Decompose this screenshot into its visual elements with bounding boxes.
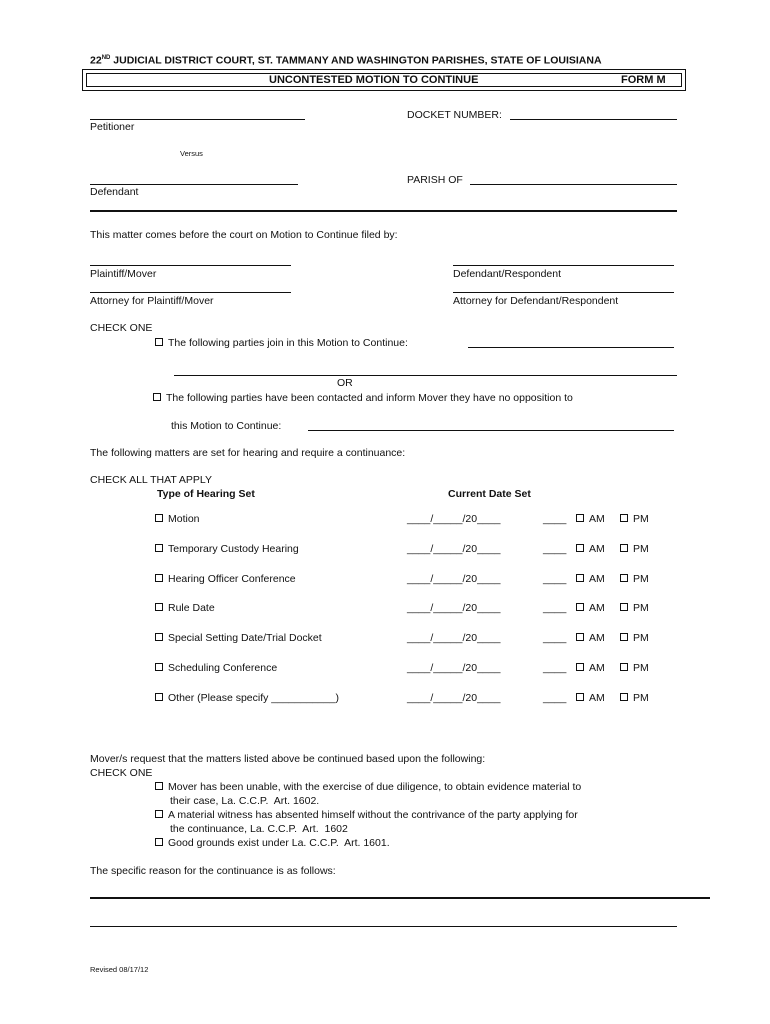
reason-2-cont: the continuance, La. C.C.P. Art. 1602 — [170, 823, 348, 835]
specific-reason-label: The specific reason for the continuance is as follows: — [90, 865, 336, 877]
hearing-date-field[interactable]: ____/_____/20____ — [407, 692, 501, 704]
am-checkbox[interactable] — [576, 693, 584, 701]
reason-2[interactable]: A material witness has absented himself without the contrivance of the party applying for — [155, 810, 578, 821]
no-opposition-cont: this Motion to Continue: — [171, 420, 282, 432]
atty-plaintiff-line[interactable] — [90, 292, 291, 293]
hearing-row-checkbox[interactable] — [155, 663, 163, 671]
pm-checkbox[interactable] — [620, 693, 628, 701]
hearing-row-2[interactable]: Hearing Officer Conference — [155, 574, 296, 585]
pm-checkbox[interactable] — [620, 514, 628, 522]
no-opposition-checkbox[interactable] — [153, 393, 161, 401]
hearing-time-field[interactable]: ____ — [543, 602, 567, 614]
hearing-row-checkbox[interactable] — [155, 574, 163, 582]
no-opposition-option[interactable]: The following parties have been contacted and inform Mover they have no opposition to — [153, 393, 573, 404]
hearing-row-checkbox[interactable] — [155, 633, 163, 641]
hearing-date-field[interactable]: ____/_____/20____ — [407, 573, 501, 585]
hearing-date-field[interactable]: ____/_____/20____ — [407, 662, 501, 674]
pm-checkbox[interactable] — [620, 544, 628, 552]
specific-reason-line-1[interactable] — [90, 897, 710, 899]
hearing-row-checkbox[interactable] — [155, 693, 163, 701]
check-one-label: CHECK ONE — [90, 322, 153, 334]
hearing-row-3[interactable]: Rule Date — [155, 603, 215, 614]
hearing-row-5[interactable]: Scheduling Conference — [155, 663, 277, 674]
hearing-date-field[interactable]: ____/_____/20____ — [407, 602, 501, 614]
am-checkbox[interactable] — [576, 633, 584, 641]
pm-option[interactable]: PM — [620, 693, 649, 704]
reason-2-checkbox[interactable] — [155, 810, 163, 818]
intro-text: This matter comes before the court on Motion to Continue filed by: — [90, 229, 398, 241]
hearing-row-checkbox[interactable] — [155, 514, 163, 522]
hearing-row-6[interactable]: Other (Please specify ___________) — [155, 693, 339, 704]
parish-label: PARISH OF — [407, 174, 463, 186]
join-parties-line[interactable] — [468, 347, 674, 348]
atty-plaintiff-label: Attorney for Plaintiff/Mover — [90, 295, 214, 307]
defendant-respondent-line[interactable] — [453, 265, 674, 266]
docket-label: DOCKET NUMBER: — [407, 109, 502, 121]
col-date-header: Current Date Set — [448, 488, 531, 500]
am-option[interactable]: AM — [576, 633, 605, 644]
hearing-time-field[interactable]: ____ — [543, 513, 567, 525]
am-checkbox[interactable] — [576, 663, 584, 671]
hearing-row-1[interactable]: Temporary Custody Hearing — [155, 544, 299, 555]
reason-1-cont: their case, La. C.C.P. Art. 1602. — [170, 795, 320, 807]
pm-option[interactable]: PM — [620, 574, 649, 585]
am-option[interactable]: AM — [576, 603, 605, 614]
pm-option[interactable]: PM — [620, 603, 649, 614]
col-type-header: Type of Hearing Set — [157, 488, 255, 500]
form-title: UNCONTESTED MOTION TO CONTINUE — [269, 74, 479, 86]
petitioner-label: Petitioner — [90, 121, 135, 133]
hearing-date-field[interactable]: ____/_____/20____ — [407, 513, 501, 525]
pm-option[interactable]: PM — [620, 633, 649, 644]
pm-option[interactable]: PM — [620, 514, 649, 525]
pm-option[interactable]: PM — [620, 544, 649, 555]
atty-defendant-label: Attorney for Defendant/Respondent — [453, 295, 619, 307]
matters-intro: The following matters are set for hearing and require a continuance: — [90, 447, 406, 459]
join-option[interactable]: The following parties join in this Motion to Continue: — [155, 338, 408, 349]
check-all-label: CHECK ALL THAT APPLY — [90, 474, 212, 486]
docket-number-line[interactable] — [510, 119, 677, 120]
pm-checkbox[interactable] — [620, 663, 628, 671]
hearing-row-4[interactable]: Special Setting Date/Trial Docket — [155, 633, 322, 644]
revised-date: Revised 08/17/12 — [90, 965, 149, 974]
specific-reason-line-2[interactable] — [90, 926, 677, 927]
versus-label: Versus — [180, 149, 203, 158]
am-option[interactable]: AM — [576, 574, 605, 585]
reasons-check-one: CHECK ONE — [90, 767, 153, 779]
defendant-label: Defendant — [90, 186, 139, 198]
parish-line[interactable] — [470, 184, 677, 185]
defendant-respondent-label: Defendant/Respondent — [453, 268, 561, 280]
caption-divider — [90, 210, 677, 212]
hearing-time-field[interactable]: ____ — [543, 662, 567, 674]
join-checkbox[interactable] — [155, 338, 163, 346]
plaintiff-label: Plaintiff/Mover — [90, 268, 157, 280]
no-opposition-line[interactable] — [308, 430, 674, 431]
hearing-time-field[interactable]: ____ — [543, 543, 567, 555]
am-option[interactable]: AM — [576, 514, 605, 525]
am-option[interactable]: AM — [576, 663, 605, 674]
am-checkbox[interactable] — [576, 544, 584, 552]
hearing-date-field[interactable]: ____/_____/20____ — [407, 632, 501, 644]
reason-3[interactable]: Good grounds exist under La. C.C.P. Art. 1601. — [155, 838, 390, 849]
hearing-time-field[interactable]: ____ — [543, 573, 567, 585]
hearing-time-field[interactable]: ____ — [543, 632, 567, 644]
pm-checkbox[interactable] — [620, 633, 628, 641]
court-heading: 22ND JUDICIAL DISTRICT COURT, ST. TAMMANY AND WASHINGTON PARISHES, STATE OF LOUISIANA — [90, 54, 602, 67]
reasons-intro: Mover/s request that the matters listed above be continued based upon the following: — [90, 753, 486, 765]
hearing-time-field[interactable]: ____ — [543, 692, 567, 704]
am-option[interactable]: AM — [576, 693, 605, 704]
hearing-date-field[interactable]: ____/_____/20____ — [407, 543, 501, 555]
or-label: OR — [337, 377, 353, 389]
join-parties-line-2[interactable] — [174, 375, 677, 376]
form-label: FORM M — [621, 74, 666, 86]
reason-3-checkbox[interactable] — [155, 838, 163, 846]
hearing-row-0[interactable]: Motion — [155, 514, 200, 525]
atty-defendant-line[interactable] — [453, 292, 674, 293]
pm-option[interactable]: PM — [620, 663, 649, 674]
pm-checkbox[interactable] — [620, 574, 628, 582]
pm-checkbox[interactable] — [620, 603, 628, 611]
reason-1[interactable]: Mover has been unable, with the exercise of due diligence, to obtain evidence material to — [155, 782, 581, 793]
reason-1-checkbox[interactable] — [155, 782, 163, 790]
plaintiff-line[interactable] — [90, 265, 291, 266]
hearing-row-checkbox[interactable] — [155, 603, 163, 611]
am-option[interactable]: AM — [576, 544, 605, 555]
hearing-row-checkbox[interactable] — [155, 544, 163, 552]
am-checkbox[interactable] — [576, 514, 584, 522]
am-checkbox[interactable] — [576, 603, 584, 611]
defendant-line[interactable] — [90, 184, 298, 185]
am-checkbox[interactable] — [576, 574, 584, 582]
petitioner-line[interactable] — [90, 119, 305, 120]
